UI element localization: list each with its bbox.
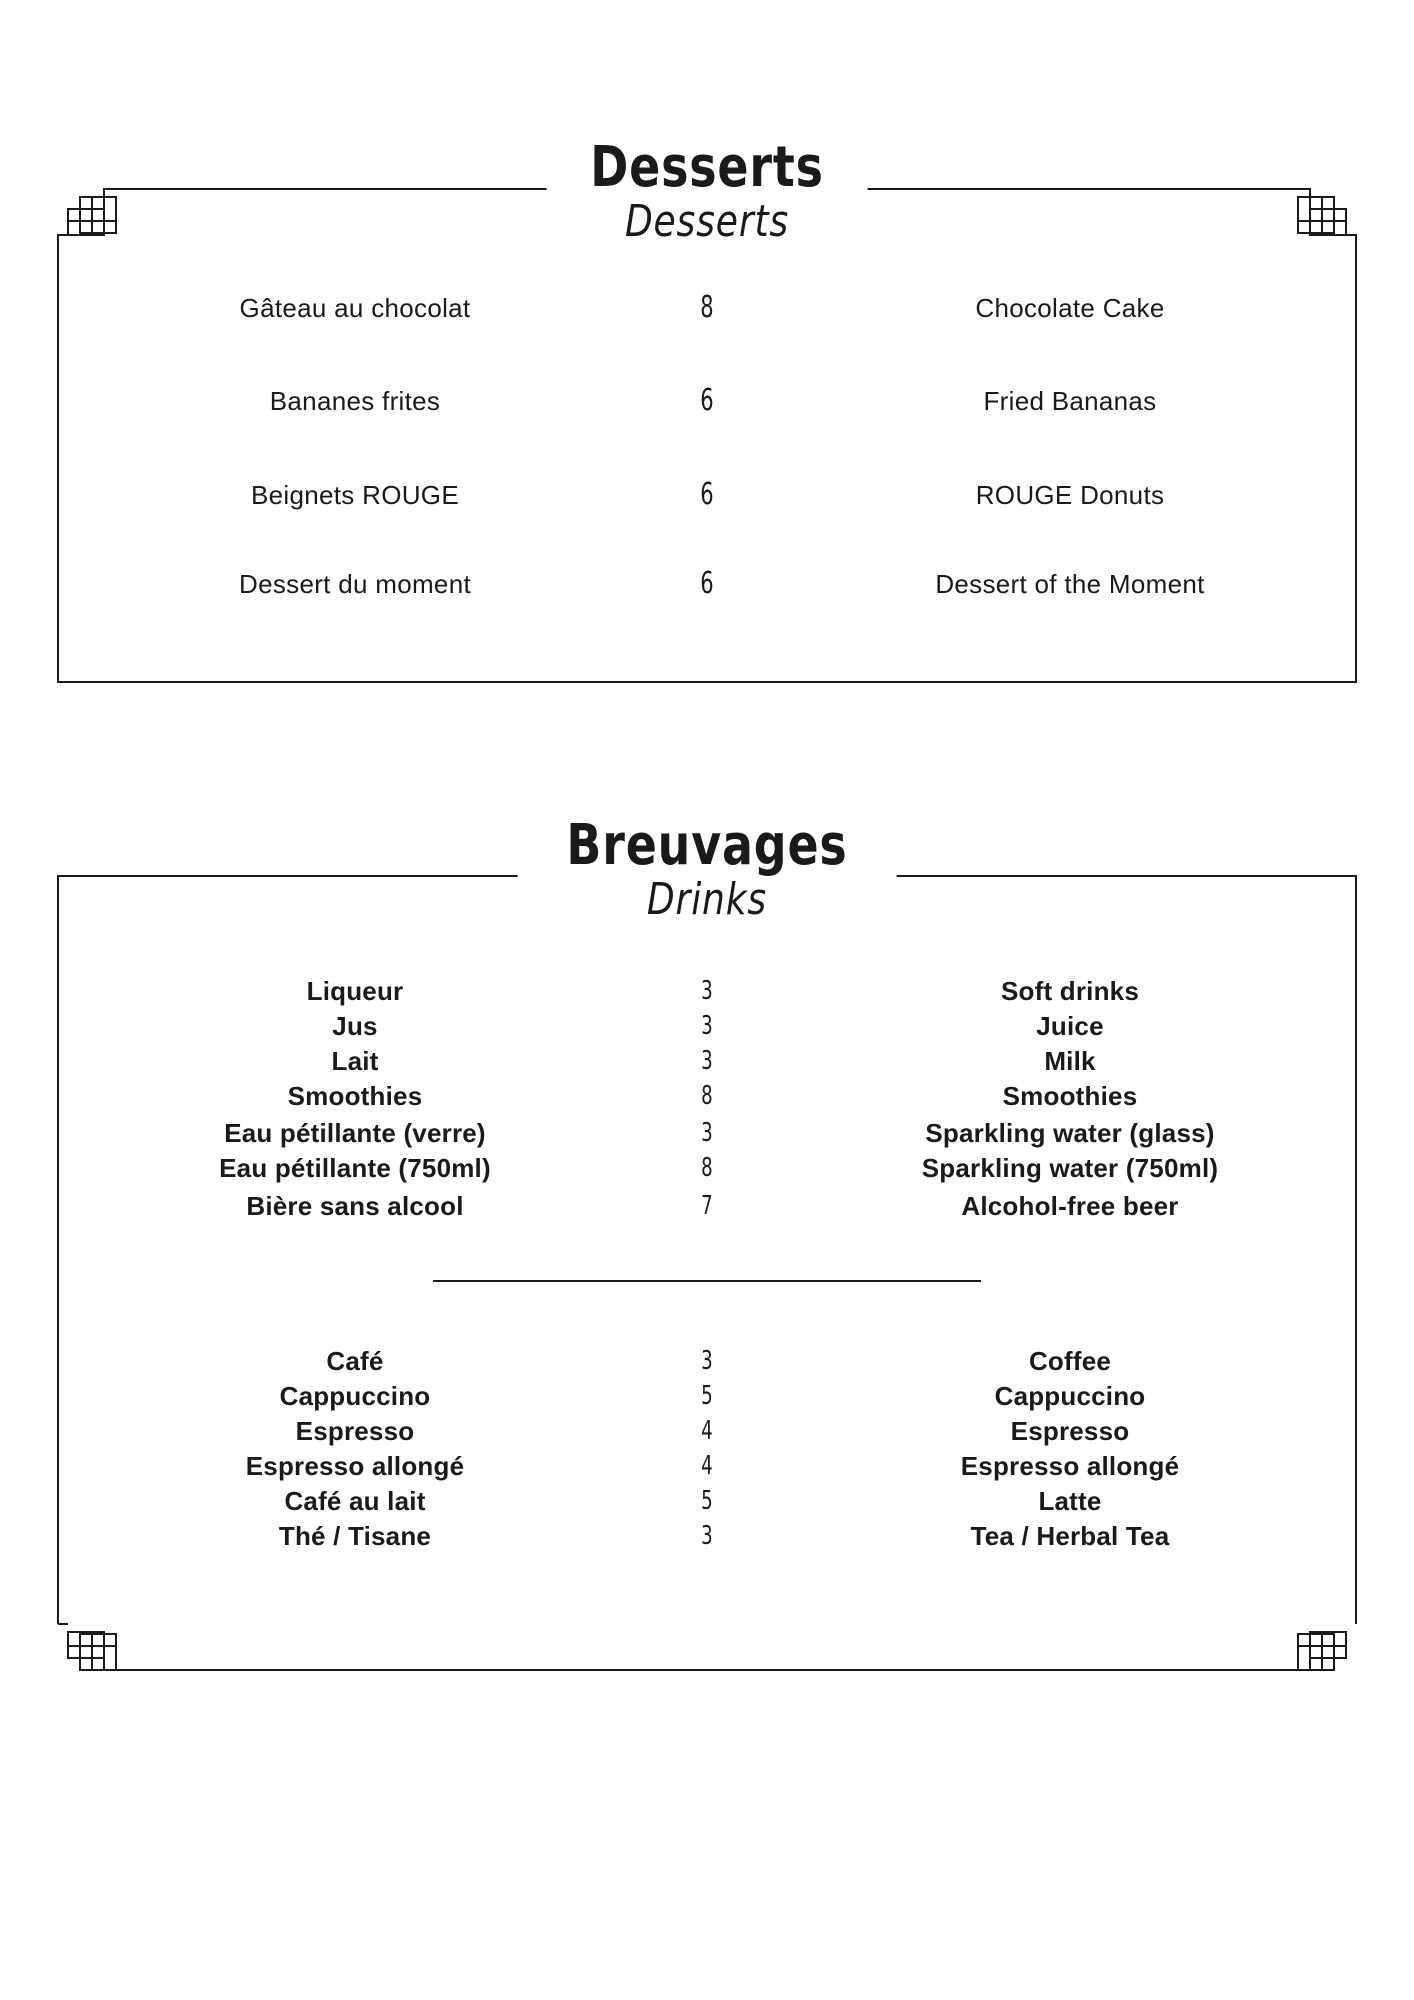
item-name-fr: Espresso allongé xyxy=(245,1451,465,1481)
item-price: 3 xyxy=(701,1011,713,1041)
list-item xyxy=(0,1044,1414,1084)
item-name-en: Chocolate Cake xyxy=(975,293,1165,323)
item-name-fr: Dessert du moment xyxy=(239,569,471,599)
item-price: 5 xyxy=(701,1486,713,1516)
item-name-fr: Thé / Tisane xyxy=(278,1521,432,1551)
item-name-fr: Café au lait xyxy=(284,1486,426,1516)
list-item xyxy=(0,1379,1414,1419)
list-item xyxy=(0,1414,1414,1454)
item-name-en: Dessert of the Moment xyxy=(935,569,1205,599)
drinks-title-fr: Breuvages xyxy=(566,813,848,878)
item-name-en: Coffee xyxy=(1028,1346,1112,1376)
desserts-frame-top-left xyxy=(104,189,580,197)
list-item xyxy=(0,1344,1414,1384)
section-divider xyxy=(433,1280,981,1282)
item-price: 6 xyxy=(700,383,714,418)
lattice-ornament-icon xyxy=(1298,197,1346,235)
item-name-fr: Lait xyxy=(331,1046,379,1076)
item-name-en: Fried Bananas xyxy=(983,386,1157,416)
item-name-en: Soft drinks xyxy=(1001,976,1139,1006)
item-name-fr: Gâteau au chocolat xyxy=(239,293,471,323)
list-item xyxy=(0,564,1414,604)
list-item xyxy=(0,1189,1414,1229)
item-name-en: Tea / Herbal Tea xyxy=(970,1521,1170,1551)
item-name-fr: Smoothies xyxy=(287,1081,423,1111)
item-name-fr: Bananes frites xyxy=(269,386,441,416)
list-item xyxy=(0,1116,1414,1156)
item-price: 7 xyxy=(701,1191,713,1221)
item-price: 8 xyxy=(701,1153,713,1183)
lattice-ornament-icon xyxy=(68,197,116,235)
list-item xyxy=(0,1449,1414,1489)
list-item xyxy=(0,974,1414,1014)
item-name-fr: Bière sans alcool xyxy=(246,1191,464,1221)
item-price: 8 xyxy=(701,1081,713,1111)
item-name-en: Sparkling water (glass) xyxy=(925,1118,1215,1148)
item-name-fr: Beignets ROUGE xyxy=(251,480,459,510)
item-price: 6 xyxy=(700,477,714,512)
list-item xyxy=(0,288,1414,328)
item-price: 6 xyxy=(700,566,714,601)
item-name-en: Cappuccino xyxy=(994,1381,1146,1411)
list-item xyxy=(0,475,1414,515)
item-name-en: Sparkling water (750ml) xyxy=(921,1153,1219,1183)
item-name-fr: Café xyxy=(326,1346,384,1376)
list-item xyxy=(0,1009,1414,1049)
drinks-title xyxy=(518,813,897,925)
item-name-fr: Espresso xyxy=(295,1416,415,1446)
item-name-en: ROUGE Donuts xyxy=(975,480,1165,510)
drinks-title-en: Drinks xyxy=(646,874,768,925)
desserts-title-fr: Desserts xyxy=(590,135,824,200)
item-price: 3 xyxy=(701,1046,713,1076)
item-price: 3 xyxy=(701,1521,713,1551)
desserts-frame-top-right xyxy=(836,189,1310,197)
list-item xyxy=(0,381,1414,421)
list-item xyxy=(0,1079,1414,1119)
item-name-fr: Eau pétillante (750ml) xyxy=(219,1153,491,1183)
item-price: 5 xyxy=(701,1381,713,1411)
item-price: 4 xyxy=(701,1416,713,1446)
lattice-ornament-icon xyxy=(68,1632,116,1670)
desserts-title xyxy=(547,135,868,247)
item-name-en: Juice xyxy=(1036,1011,1104,1041)
item-name-en: Espresso allongé xyxy=(960,1451,1180,1481)
list-item xyxy=(0,1484,1414,1524)
item-price: 8 xyxy=(700,290,714,325)
item-name-fr: Eau pétillante (verre) xyxy=(224,1118,486,1148)
item-name-en: Alcohol-free beer xyxy=(961,1191,1179,1221)
item-name-en: Latte xyxy=(1038,1486,1102,1516)
item-name-fr: Cappuccino xyxy=(279,1381,431,1411)
item-price: 3 xyxy=(701,1346,713,1376)
desserts-title-en: Desserts xyxy=(624,196,790,247)
list-item xyxy=(0,1151,1414,1191)
list-item xyxy=(0,1519,1414,1559)
lattice-ornament-icon xyxy=(1298,1632,1346,1670)
item-price: 3 xyxy=(701,1118,713,1148)
item-name-fr: Jus xyxy=(332,1011,378,1041)
item-name-en: Smoothies xyxy=(1002,1081,1138,1111)
item-name-fr: Liqueur xyxy=(306,976,404,1006)
item-price: 3 xyxy=(701,976,713,1006)
item-price: 4 xyxy=(701,1451,713,1481)
item-name-en: Milk xyxy=(1044,1046,1096,1076)
item-name-en: Espresso xyxy=(1010,1416,1130,1446)
